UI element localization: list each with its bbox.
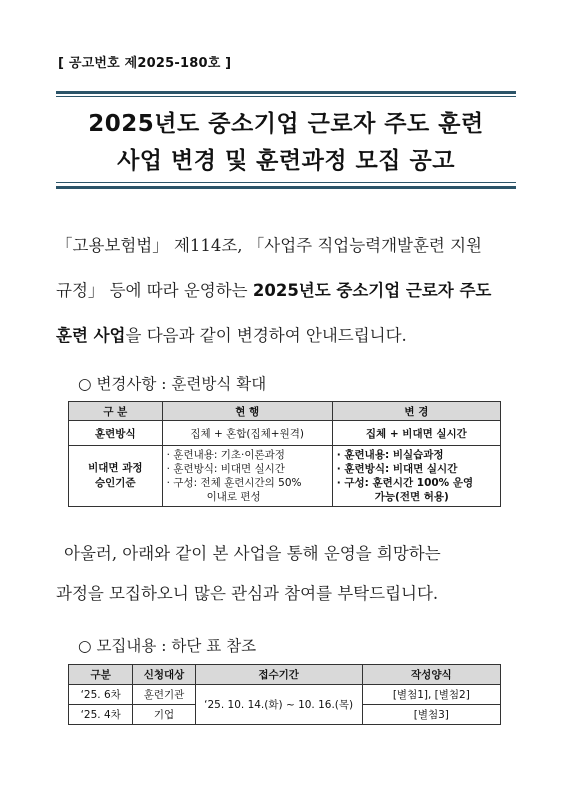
list-item: · 훈련내용: 기초·이론과정 — [166, 449, 285, 461]
title-line-2: 사업 변경 및 훈련과정 모집 공고 — [117, 148, 455, 174]
intro-line-2 — [56, 277, 491, 301]
criteria-label-line-1: 비대면 과정 — [88, 462, 143, 474]
recruit-line-1: 아울러, 아래와 같이 본 사업을 통해 운영을 희망하는 — [64, 544, 441, 563]
change-table — [68, 401, 501, 507]
recruit-line-2: 과정을 모집하오니 많은 관심과 참여를 부탁드립니다. — [56, 584, 439, 603]
current-criteria — [162, 446, 332, 507]
list-item: · 훈련방식: 비대면 실시간 — [336, 463, 458, 475]
period-cell: ‘25. 10. 14.(화) ~ 10. 16.(목) — [195, 685, 362, 725]
header-category: 구 분 — [69, 402, 163, 421]
list-item: · 훈련내용: 비실습과정 — [336, 449, 444, 461]
table-row — [69, 421, 501, 446]
table-row — [69, 685, 501, 705]
intro-paragraph — [56, 232, 524, 345]
intro-line-1: 「고용보험법」 제114조, 「사업주 직업능력개발훈련 지원 — [56, 236, 482, 255]
list-item: · 구성: 훈련시간 100% 운영 — [336, 477, 474, 489]
row-label-method: 훈련방식 — [69, 421, 163, 446]
intro-line-2-bold: 2025년도 중소기업 근로자 주도 — [252, 281, 492, 300]
target-cell: 훈련기관 — [133, 685, 195, 705]
notice-number: [ 공고번호 제2025-180호 ] — [58, 56, 232, 71]
header-target: 신청대상 — [133, 665, 195, 685]
title-line-1: 2025년도 중소기업 근로자 주도 훈련 — [88, 111, 484, 137]
list-item: · 훈련방식: 비대면 실시간 — [166, 463, 285, 475]
list-item: · 구성: 전체 훈련시간의 50% — [166, 477, 302, 489]
change-table-header — [69, 402, 501, 421]
changed-criteria — [332, 446, 500, 507]
list-item: 이내로 편성 — [206, 491, 261, 503]
page-title — [56, 106, 516, 180]
header-round: 구분 — [69, 665, 133, 685]
table-row — [69, 446, 501, 507]
recruit-paragraph — [56, 540, 524, 603]
header-period: 접수기간 — [195, 665, 362, 685]
target-cell: 기업 — [133, 705, 195, 725]
header-form: 작성양식 — [362, 665, 500, 685]
form-cell: [별첨1], [별첨2] — [362, 685, 500, 705]
recruit-table-header — [69, 665, 501, 685]
recruit-table — [68, 664, 501, 725]
list-item: 가능(전면 허용) — [374, 491, 449, 503]
form-cell: [별첨3] — [362, 705, 500, 725]
intro-line-3-bold: 훈련 사업 — [56, 326, 126, 345]
header-current: 현 행 — [162, 402, 332, 421]
section-changes-heading: ○ 변경사항 : 훈련방식 확대 — [78, 375, 267, 393]
header-changed: 변 경 — [332, 402, 500, 421]
title-rule-bottom — [56, 186, 516, 189]
intro-line-2-text: 규정」 등에 따라 운영하는 — [56, 281, 253, 300]
current-method: 집체 + 혼합(집체+원격) — [162, 421, 332, 446]
round-cell: ‘25. 4차 — [69, 705, 133, 725]
title-rule-top-thin — [56, 96, 516, 97]
title-rule-bottom-thin — [56, 182, 516, 183]
row-label-criteria — [69, 446, 163, 507]
title-rule-top — [56, 91, 516, 94]
intro-line-3-text: 을 다음과 같이 변경하여 안내드립니다. — [125, 326, 407, 345]
intro-line-3 — [56, 322, 407, 346]
section-recruit-heading: ○ 모집내용 : 하단 표 참조 — [78, 637, 257, 655]
criteria-label-line-2: 승인기준 — [95, 477, 136, 489]
round-cell: ‘25. 6차 — [69, 685, 133, 705]
changed-method: 집체 + 비대면 실시간 — [332, 421, 500, 446]
